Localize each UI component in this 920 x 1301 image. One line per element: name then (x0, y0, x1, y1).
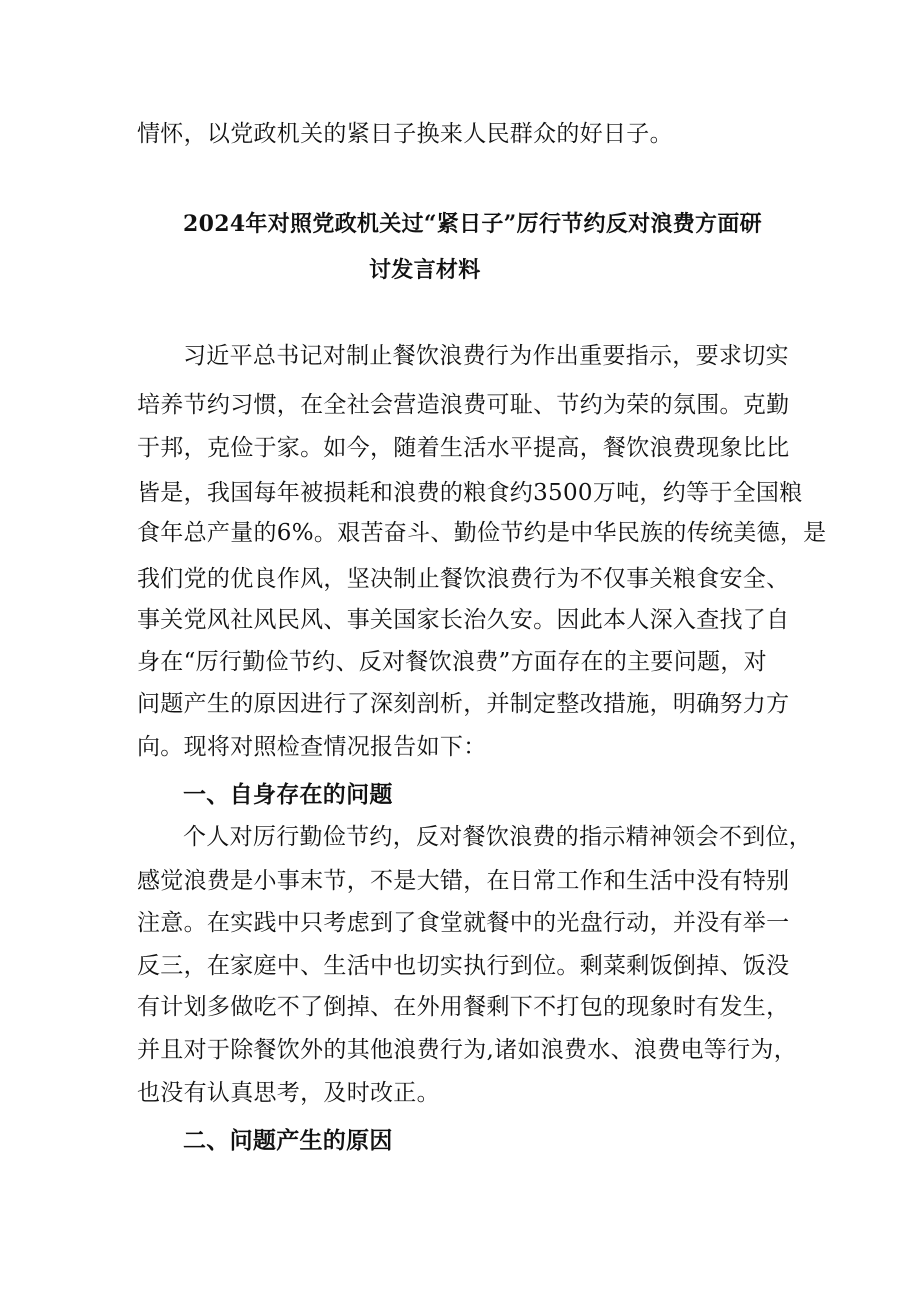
paragraph-1-line: 我们党的优良作风，坚决制止餐饮浪费行为不仅事关粮食安全、 (137, 566, 790, 592)
paragraph-1-line: 皆是，我国每年被损耗和浪费的粮食约3500万吨，约等于全国粮 (137, 480, 803, 506)
document-title-line-1: 2024年对照党政机关过“紧日子”厉行节约反对浪费方面研 (183, 211, 762, 237)
paragraph-1-line: 身在“厉行勤俭节约、反对餐饮浪费”方面存在的主要问题，对 (137, 649, 767, 675)
paragraph-2-line: 反三，在家庭中、生活中也切实执行到位。剩菜剩饭倒掉、饭没 (137, 953, 790, 979)
paragraph-1-line: 食年总产量的6%。艰苦奋斗、勤俭节约是中华民族的传统美德，是 (137, 520, 827, 546)
paragraph-1-line: 事关党风社风民风、事关国家长治久安。因此本人深入查找了自 (137, 607, 790, 633)
paragraph-1-line: 培养节约习惯，在全社会营造浪费可耻、节约为荣的氛围。克勤 (137, 392, 790, 418)
document-title-line-2: 讨发言材料 (369, 257, 481, 283)
paragraph-2-line: 个人对厉行勤俭节约，反对餐饮浪费的指示精神领会不到位， (183, 824, 813, 850)
paragraph-2-line: 注意。在实践中只考虑到了食堂就餐中的光盘行动，并没有举一 (137, 910, 790, 936)
paragraph-2-line: 并且对于除餐饮外的其他浪费行为,诸如浪费水、浪费电等行为， (137, 1037, 798, 1063)
lead-line: 情怀，以党政机关的紧日子换来人民群众的好日子。 (137, 121, 673, 147)
paragraph-2-line: 有计划多做吃不了倒掉、在外用餐剩下不打包的现象时有发生， (137, 994, 790, 1020)
paragraph-2-line: 也没有认真思考，及时改正。 (137, 1080, 440, 1106)
paragraph-1-line: 习近平总书记对制止餐饮浪费行为作出重要指示，要求切实 (183, 343, 789, 369)
section-heading-1: 一、自身存在的问题 (183, 781, 393, 808)
paragraph-1-line: 于邦，克俭于家。如今，随着生活水平提高，餐饮浪费现象比比 (137, 435, 790, 461)
paragraph-1-line: 向。现将对照检查情况报告如下： (137, 734, 487, 760)
paragraph-2-line: 感觉浪费是小事末节，不是大错，在日常工作和生活中没有特别 (137, 868, 790, 894)
paragraph-1-line: 问题产生的原因进行了深刻剖析，并制定整改措施，明确努力方 (137, 691, 790, 717)
section-heading-2: 二、问题产生的原因 (183, 1127, 393, 1154)
